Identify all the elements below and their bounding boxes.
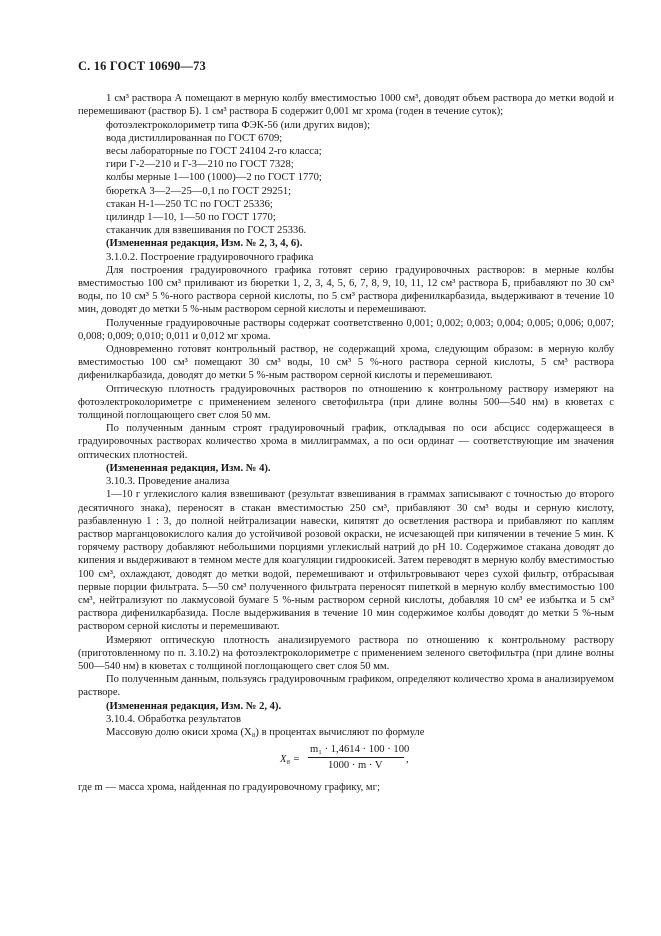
formula-comma: , — [406, 754, 409, 766]
formula — [78, 743, 614, 777]
equipment-item: весы лабораторные по ГОСТ 24104 2-го класса; — [106, 146, 322, 158]
paragraph: Измеряют оптическую плотность анализируемого раствора по отношению к контрольному раствору (приготовленному по п. 3.10.2) на фотоэлектроколориметре с применением зеленого светофильтра (при длине волны 500—540 нм) в кюветах с толщиной поглощающего свет слоя 50 мм. — [78, 634, 614, 672]
intro-paragraph: 1 см³ раствора А помещают в мерную колбу вместимостью 1000 см³, доводят объем раствора до метки водой и перемешивают (раствор Б). 1 см³ раствора Б содержит 0,001 мг хрома (годен в течение суток); — [78, 93, 614, 118]
equipment-list — [78, 119, 614, 238]
equipment-item: цилиндр 1—10, 1—50 по ГОСТ 1770; — [106, 212, 276, 224]
paragraph: Массовую долю окиси хрома (X₈) в процентах вычисляют по формуле — [106, 726, 425, 738]
section-heading-3104: 3.10.4. Обработка результатов — [106, 713, 241, 725]
amendment-note: (Измененная редакция, Изм. № 2, 3, 4, 6). — [106, 238, 303, 250]
where-clause: где m — масса хрома, найденная по градуировочному графику, мг; — [78, 782, 380, 794]
formula-numerator: m₁ · 1,4614 · 100 · 100 — [310, 744, 410, 756]
paragraph: По полученным данным, пользуясь градуировочным графиком, определяют количество хрома в анализируемом растворе. — [78, 674, 614, 699]
equipment-item: вода дистиллированная по ГОСТ 6709; — [106, 132, 283, 144]
equipment-item: бюреткА 3—2—25—0,1 по ГОСТ 29251; — [106, 185, 292, 197]
page-header: С. 16 ГОСТ 10690—73 — [78, 59, 206, 73]
section-heading-3102: 3.1.0.2. Построение градуировочного графика — [106, 251, 314, 263]
paragraph: Полученные градуировочные растворы содержат соответственно 0,001; 0,002; 0,003; 0,004; 0,005; 0,006; 0,007; 0,008; 0,009; 0,010; 0,011 и 0,012 мг хрома. — [78, 317, 614, 342]
equipment-item: колбы мерные 1—100 (1000)—2 по ГОСТ 1770; — [106, 172, 322, 184]
equipment-item: стаканчик для взвешивания по ГОСТ 25336. — [106, 225, 307, 237]
formula-lhs: X₈ = — [280, 754, 300, 766]
fraction-bar — [308, 757, 404, 758]
paragraph: 1—10 г углекислого калия взвешивают (результат взвешивания в граммах записывают с точностью до второго десятичного знака), переносят в стакан вместимостью 250 см³, прибавляют 30 см³ воды и серную кислоту, разбавленную 1 : 3, до полной нейтрализации навески, кипятят до осветления раствора и прибавляют по каплям раствор марганцовокислого калия до устойчивой розовой окраски, не исчезающей при кипячении в течение 5 мин. К горячему раствору добавляют небольшими порциями углекислый натрий до рН 10. Содержимое стакана доводят до кипения и выдерживают в темном месте для коагуляции гидроокисей. Затем переводят в мерную колбу вместимостью 100 см³, охлаждают, доводят до метки водой, перемешивают и отфильтровывают через сухой фильтр, отбрасывая первые порции фильтрата. 5—50 см³ полученного фильтрата переносят пипеткой в мерную колбу вместимостью 100 см³, нейтрализуют по лакмусовой бумаге 5 %-ным раствором серной кислоты, добавляя 10 см³ ее избытка и 5 см³ раствора дифенилкарбазида. После выдерживания в течение 10 мин содержимое колбы доводят до метки 5 %-ным раствором серной кислоты и перемешивают. — [78, 489, 614, 633]
formula-denominator: 1000 · m · V — [328, 760, 383, 772]
paragraph: Для построения градуировочного графика готовят серию градуировочных растворов: в мерные колбы вместимостью 100 см³ приливают из бюретки 1, 2, 3, 4, 5, 6, 7, 8, 9, 10, 11, 12 см³ раствора Б, прибавляют по 30 см³ воды, по 10 см³ 5 %-ного раствора серной кислоты, по 5 см³ раствора дифенилкарбазида, выдерживают в течение 10 мин, доводят до метки 5 %-ным раствором серной кислоты и перемешивают. — [78, 264, 614, 316]
amendment-note: (Измененная редакция, Изм. № 4). — [106, 462, 271, 474]
equipment-item: стакан Н-1—250 ТС по ГОСТ 25336; — [106, 198, 273, 210]
paragraph: Одновременно готовят контрольный раствор, не содержащий хрома, следующим образом: в мерную колбу вместимостью 100 см³ помещают 30 см³ воды, 10 см³ 5 %-ного раствора серной кислоты, 5 см³ раствора дифенилкарбазида, доводят до метки 5 %-ным раствором серной кислоты и перемешивают. — [78, 344, 614, 382]
equipment-item: фотоэлектроколориметр типа ФЭК-56 (или других видов); — [106, 119, 371, 131]
amendment-note: (Измененная редакция, Изм. № 2, 4). — [106, 700, 282, 712]
equipment-item: гири Г-2—210 и Г-3—210 по ГОСТ 7328; — [106, 159, 294, 171]
section-heading-3103: 3.10.3. Проведение анализа — [106, 476, 230, 488]
paragraph: Оптическую плотность градуировочных растворов по отношению к контрольному раствору измеряют на фотоэлектроколориметре с применением зеленого светофильтра (при длине волны 500—540 нм) в кюветах с толщиной поглощающего свет слоя 50 мм. — [78, 383, 614, 422]
paragraph: По полученным данным строят градуировочный график, откладывая по оси абсцисс содержащееся в градуировочных растворах количество хрома в миллиграммах, а по оси ординат — соответствующие им значения оптических плотностей. — [78, 423, 614, 461]
document-page — [78, 60, 614, 794]
